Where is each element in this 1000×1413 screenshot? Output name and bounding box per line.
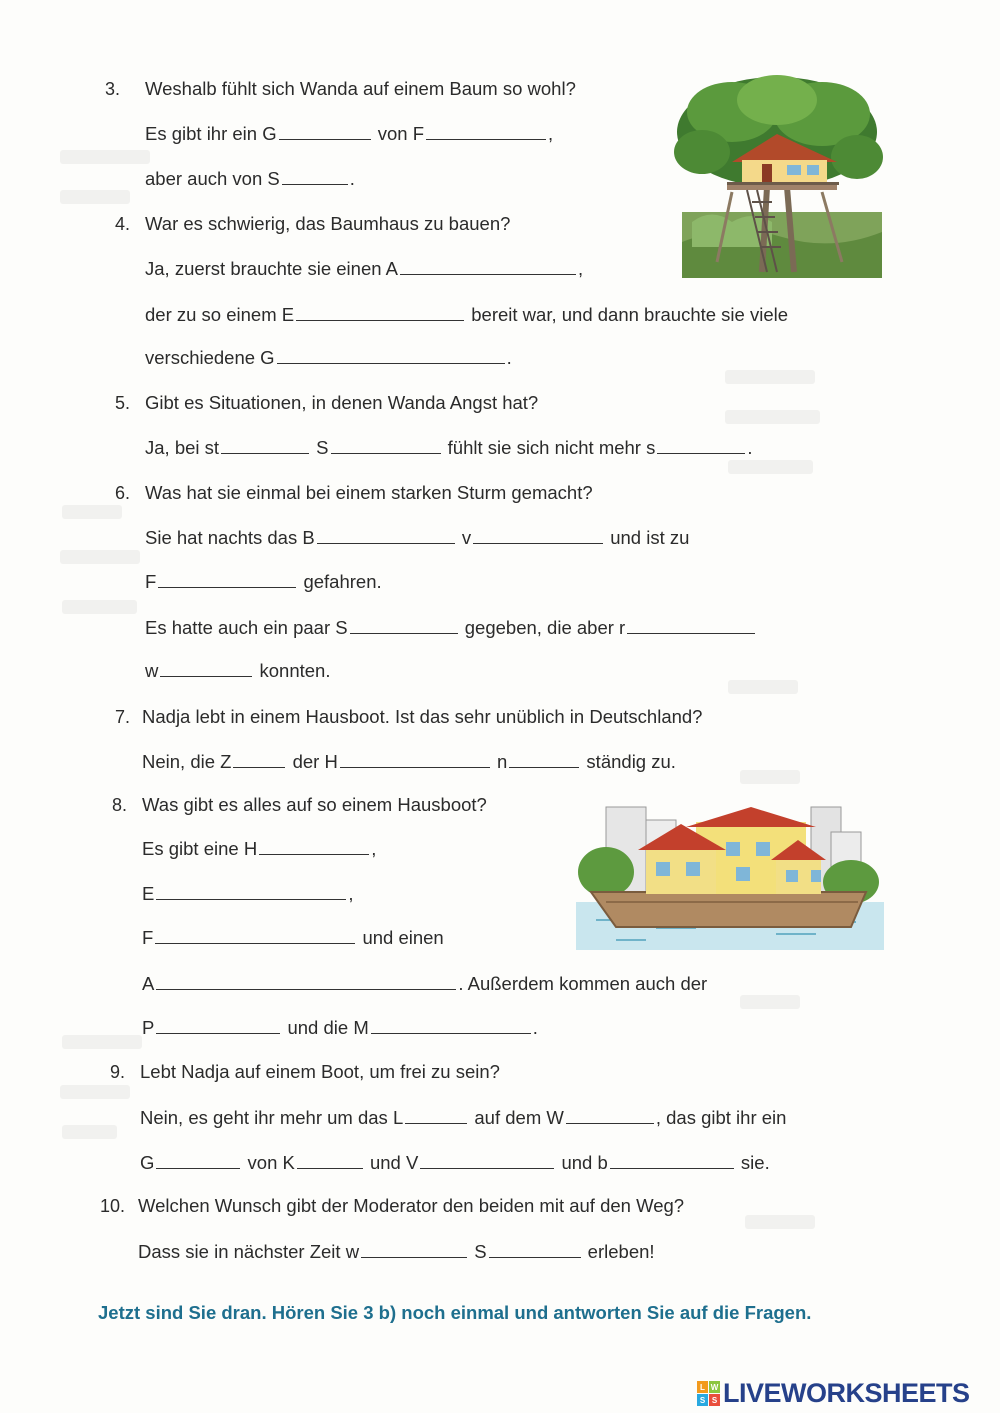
blank-line: [627, 617, 755, 634]
answer-input[interactable]: [400, 263, 576, 279]
question-text: Was hat sie einmal bei einem starken Sturm gemacht?: [145, 482, 593, 503]
blank-line: [509, 751, 579, 768]
answer-line: [145, 437, 753, 459]
line-text: von F: [372, 123, 425, 144]
brand-name: LIVEWORKSHEETS: [723, 1377, 970, 1408]
answer-line: [145, 347, 512, 369]
blank-line: [259, 838, 369, 855]
answer-input[interactable]: [405, 1112, 467, 1128]
question-number: 10.: [100, 1196, 126, 1216]
answer-input[interactable]: [282, 173, 348, 189]
line-text: F: [142, 927, 154, 948]
question-text: Weshalb fühlt sich Wanda auf einem Baum so wohl?: [145, 78, 576, 99]
answer-line: [142, 927, 444, 949]
line-text: v: [456, 527, 472, 548]
line-text: gegeben, die aber r: [459, 617, 626, 638]
answer-input[interactable]: [156, 1022, 280, 1038]
line-text: S: [311, 437, 329, 458]
question-text: Was gibt es alles auf so einem Hausboot?: [142, 794, 487, 815]
brand-icon: L W S S: [697, 1381, 719, 1405]
answer-line: [142, 751, 676, 773]
blank-line: [371, 1017, 531, 1034]
line-text: Nein, es geht ihr mehr um das L: [140, 1107, 404, 1128]
answer-input[interactable]: [155, 932, 355, 948]
blank-line: [566, 1107, 654, 1124]
blank-line: [155, 927, 355, 944]
blank-line: [297, 1152, 363, 1169]
blank-line: [331, 437, 441, 454]
question-number: 9.: [110, 1062, 126, 1082]
answer-input[interactable]: [160, 665, 252, 681]
line-text: A: [142, 973, 155, 994]
answer-line: [142, 973, 707, 995]
blank-line: [221, 437, 309, 454]
answer-line: [142, 883, 353, 905]
answer-input[interactable]: [221, 442, 309, 458]
answer-input[interactable]: [158, 576, 296, 592]
line-text: ,: [348, 883, 354, 904]
line-text: auf dem W: [469, 1107, 564, 1128]
line-text: verschiedene G: [145, 347, 275, 368]
question-text: Gibt es Situationen, in denen Wanda Angst hat?: [145, 392, 539, 413]
line-text: sie.: [735, 1152, 770, 1173]
blank-line: [426, 123, 546, 140]
answer-line: [142, 838, 376, 860]
line-text: konnten.: [254, 660, 331, 681]
line-text: Ja, bei st: [145, 437, 220, 458]
answer-line: [145, 304, 788, 326]
answer-input[interactable]: [371, 1022, 531, 1038]
line-text: F: [145, 571, 157, 592]
blank-line: [156, 973, 456, 990]
line-text: Es gibt eine H: [142, 838, 258, 859]
question-number: 5.: [115, 393, 131, 413]
blank-line: [473, 527, 603, 544]
answer-input[interactable]: [156, 888, 346, 904]
line-text: erleben!: [582, 1241, 655, 1262]
answer-line: [145, 123, 553, 145]
answer-line: [145, 660, 331, 682]
line-text: P: [142, 1017, 155, 1038]
blank-line: [282, 168, 348, 185]
answer-line: [140, 1107, 786, 1129]
line-text: .: [506, 347, 512, 368]
line-text: ,: [371, 838, 377, 859]
answer-input[interactable]: [156, 1157, 240, 1173]
question-number: 4.: [115, 214, 131, 234]
answer-input[interactable]: [156, 978, 456, 994]
blank-line: [657, 437, 745, 454]
question-number: 7.: [115, 707, 131, 727]
blank-line: [156, 1152, 240, 1169]
answer-input[interactable]: [610, 1157, 734, 1173]
answer-input[interactable]: [296, 309, 464, 325]
line-text: Es gibt ihr ein G: [145, 123, 277, 144]
answer-input[interactable]: [317, 532, 455, 548]
blank-line: [340, 751, 490, 768]
line-text: der H: [287, 751, 338, 772]
houseboat-image: [576, 802, 884, 950]
answer-line: [145, 571, 382, 593]
question-text: Lebt Nadja auf einem Boot, um frei zu sein?: [140, 1061, 500, 1082]
answer-line: [145, 527, 689, 549]
answer-input[interactable]: [277, 352, 505, 368]
line-text: E: [142, 883, 155, 904]
line-text: .: [349, 168, 355, 189]
question-number: 3.: [105, 79, 121, 99]
line-text: Ja, zuerst brauchte sie einen A: [145, 258, 398, 279]
answer-line: [145, 258, 583, 280]
answer-input[interactable]: [420, 1157, 554, 1173]
question-text: War es schwierig, das Baumhaus zu bauen?: [145, 213, 511, 234]
answer-line: [138, 1241, 655, 1263]
blank-line: [156, 883, 346, 900]
line-text: , das gibt ihr ein: [655, 1107, 787, 1128]
line-text: ,: [548, 123, 554, 144]
line-text: bereit war, und dann brauchte sie viele: [466, 304, 789, 325]
blank-line: [233, 751, 285, 768]
answer-input[interactable]: [473, 532, 603, 548]
blank-line: [156, 1017, 280, 1034]
line-text: ,: [577, 258, 584, 279]
answer-input[interactable]: [233, 756, 285, 772]
line-text: .: [747, 437, 753, 458]
answer-input[interactable]: [657, 442, 745, 458]
blank-line: [610, 1152, 734, 1169]
blank-line: [400, 258, 576, 275]
answer-input[interactable]: [489, 1246, 581, 1262]
line-text: ständig zu.: [581, 751, 676, 772]
line-text: Nein, die Z: [142, 751, 232, 772]
blank-line: [405, 1107, 467, 1124]
line-text: und b: [556, 1152, 608, 1173]
blank-line: [350, 617, 458, 634]
answer-input[interactable]: [361, 1246, 467, 1262]
line-text: G: [140, 1152, 155, 1173]
line-text: und einen: [357, 927, 444, 948]
line-text: Sie hat nachts das B: [145, 527, 315, 548]
line-text: aber auch von S: [145, 168, 280, 189]
answer-input[interactable]: [331, 442, 441, 458]
blank-line: [420, 1152, 554, 1169]
question-number: 8.: [112, 795, 128, 815]
line-text: n: [491, 751, 508, 772]
answer-input[interactable]: [279, 128, 371, 144]
line-text: Dass sie in nächster Zeit w: [138, 1241, 360, 1262]
answer-input[interactable]: [297, 1157, 363, 1173]
blank-line: [160, 660, 252, 677]
answer-input[interactable]: [566, 1112, 654, 1128]
answer-line: [145, 168, 355, 190]
blank-line: [489, 1241, 581, 1258]
line-text: und ist zu: [605, 527, 690, 548]
answer-input[interactable]: [627, 622, 755, 638]
answer-line: [142, 1017, 538, 1039]
instruction-footer: Jetzt sind Sie dran. Hören Sie 3 b) noch einmal und antworten Sie auf die Fragen.: [98, 1302, 812, 1323]
answer-line: [145, 617, 757, 639]
question-text: Nadja lebt in einem Hausboot. Ist das sehr unüblich in Deutschland?: [142, 706, 703, 727]
line-text: . Außerdem kommen auch der: [458, 973, 708, 994]
blank-line: [361, 1241, 467, 1258]
treehouse-image: [672, 72, 886, 280]
blank-line: [277, 347, 505, 364]
blank-line: [158, 571, 296, 588]
line-text: der zu so einem E: [145, 304, 295, 325]
line-text: Es hatte auch ein paar S: [145, 617, 348, 638]
answer-input[interactable]: [340, 756, 490, 772]
blank-line: [296, 304, 464, 321]
question-text: Welchen Wunsch gibt der Moderator den beiden mit auf den Weg?: [138, 1195, 685, 1216]
line-text: fühlt sie sich nicht mehr s: [442, 437, 656, 458]
line-text: und die M: [282, 1017, 369, 1038]
line-text: w: [145, 660, 159, 681]
line-text: von K: [242, 1152, 295, 1173]
blank-line: [279, 123, 371, 140]
blank-line: [317, 527, 455, 544]
answer-input[interactable]: [259, 843, 369, 859]
line-text: und V: [364, 1152, 419, 1173]
answer-input[interactable]: [509, 756, 579, 772]
line-text: gefahren.: [298, 571, 382, 592]
question-number: 6.: [115, 483, 131, 503]
line-text: S: [469, 1241, 487, 1262]
answer-line: [140, 1152, 770, 1174]
answer-input[interactable]: [426, 128, 546, 144]
answer-input[interactable]: [350, 622, 458, 638]
line-text: .: [532, 1017, 538, 1038]
liveworksheets-logo: [697, 1378, 970, 1408]
